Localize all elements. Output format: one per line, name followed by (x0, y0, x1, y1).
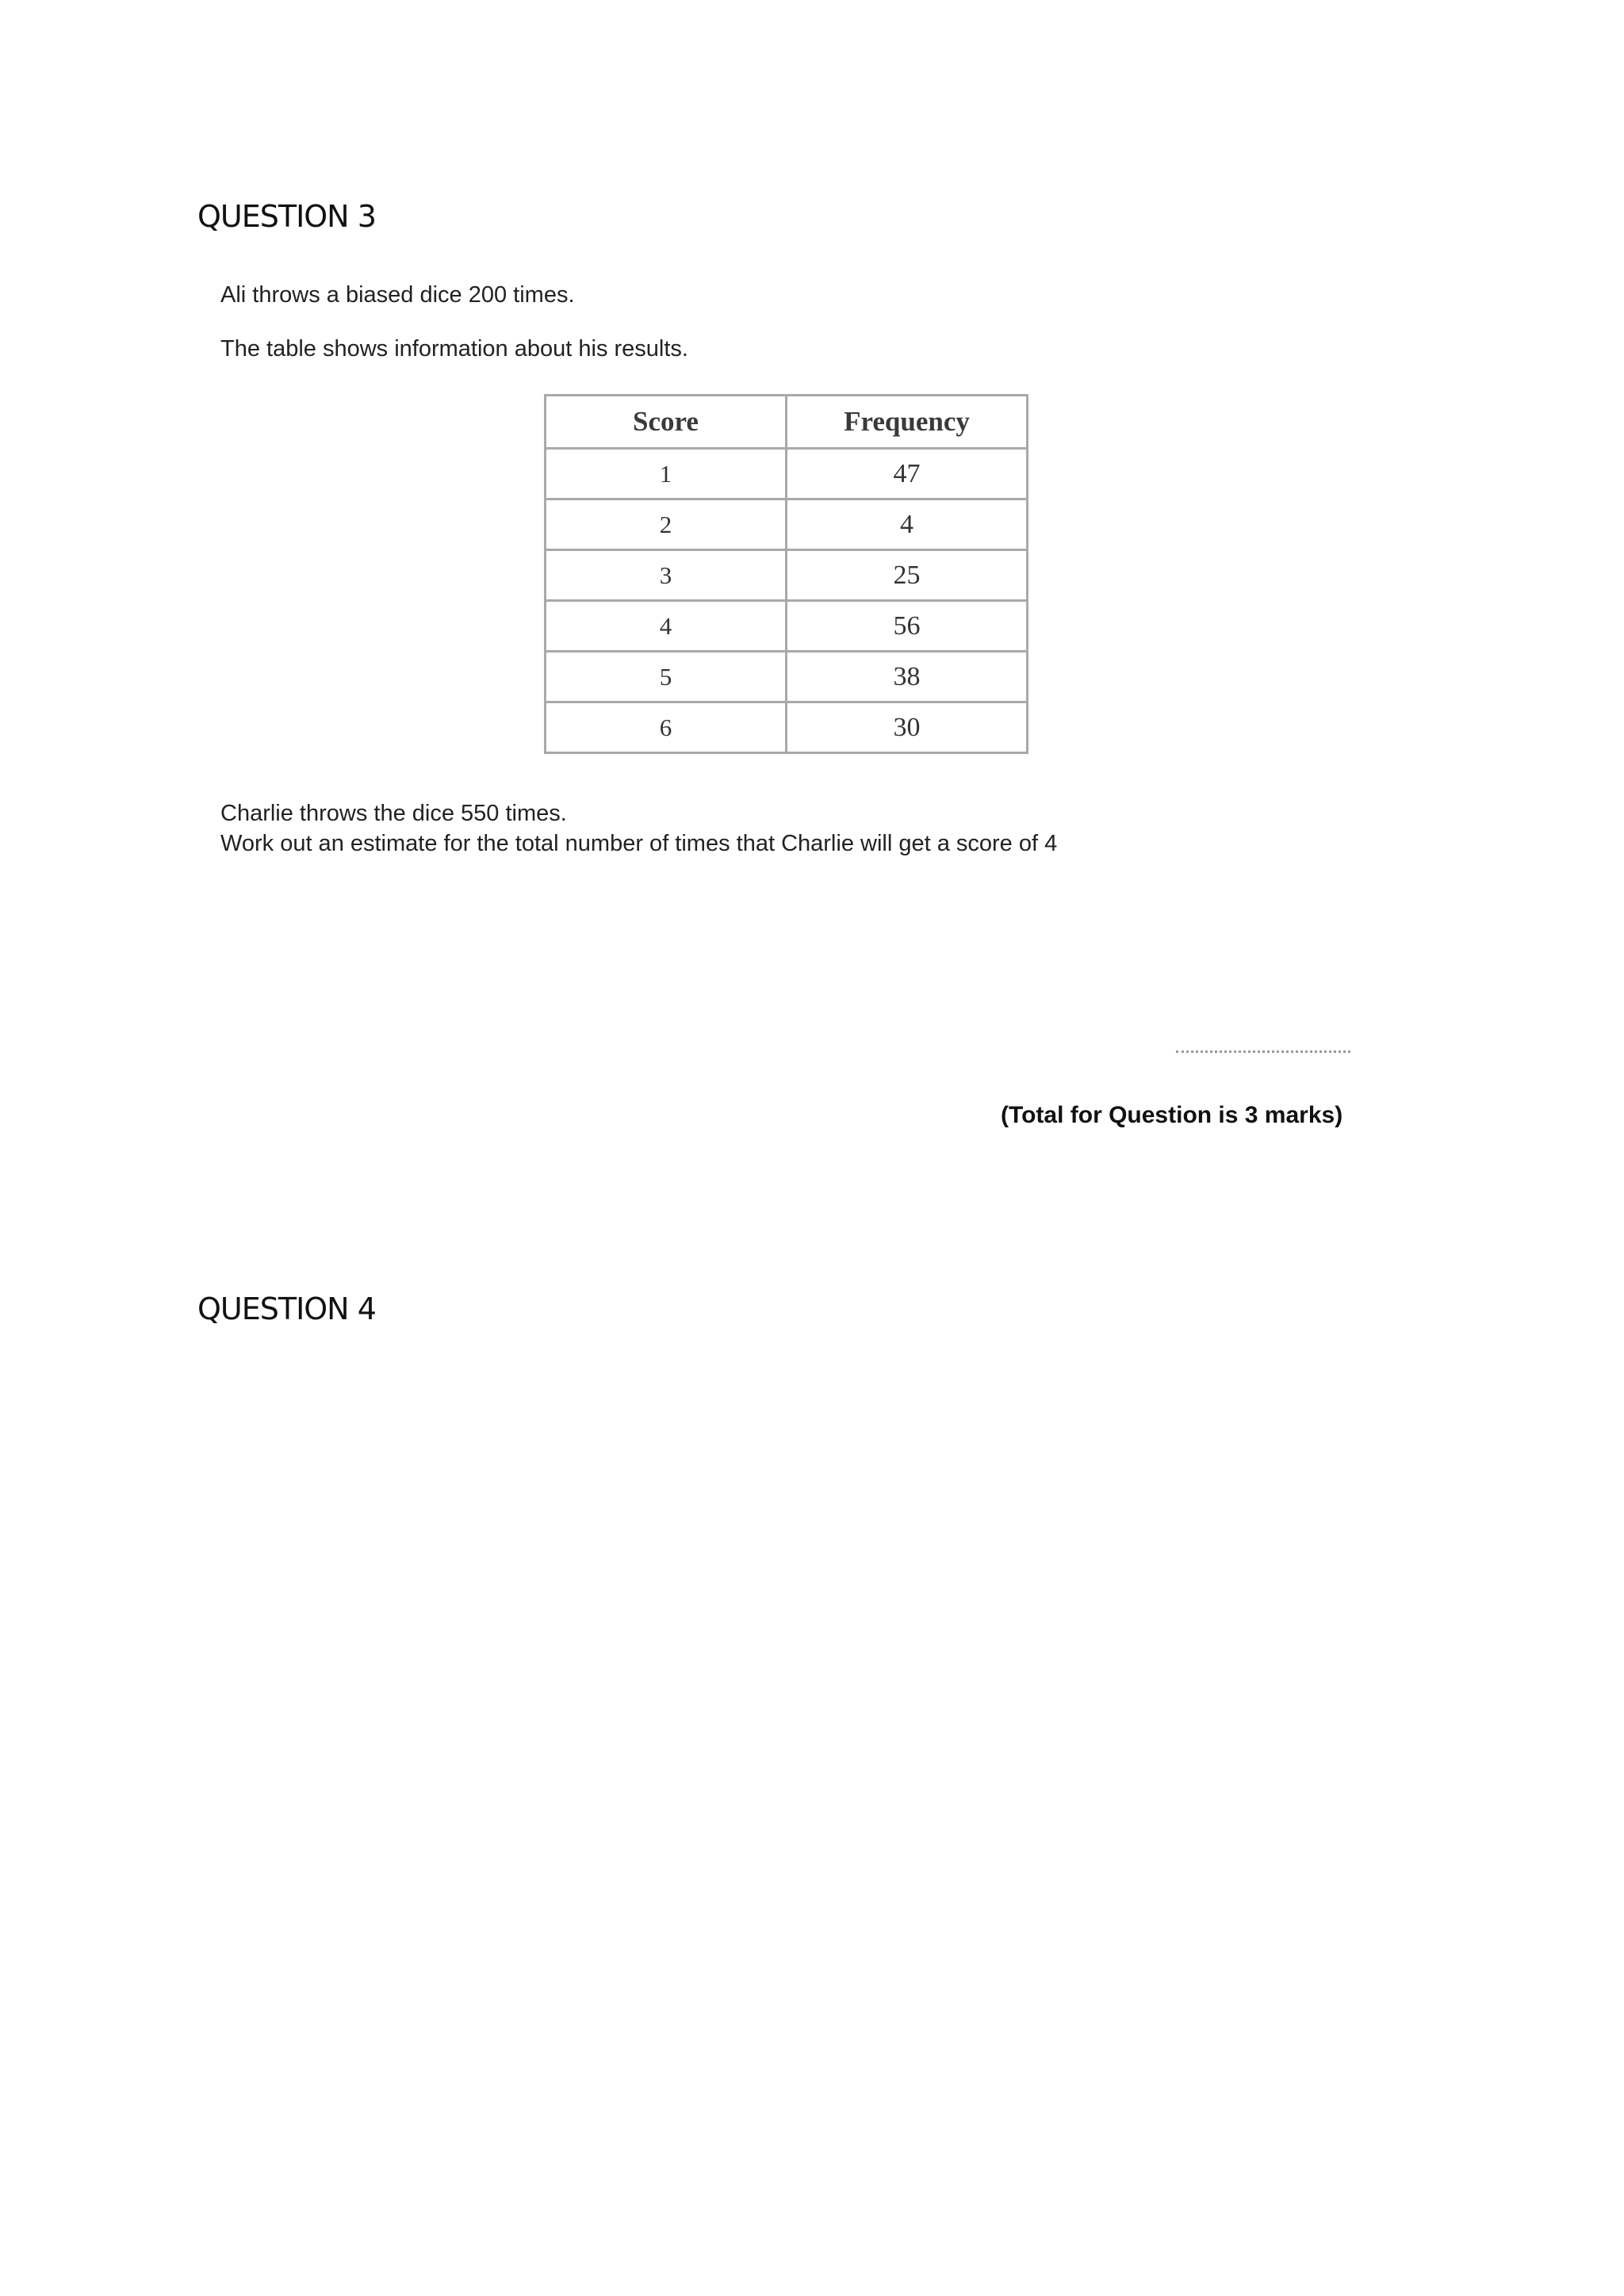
table-row (546, 499, 1028, 550)
table-row (546, 449, 1028, 499)
score-cell: 6 (546, 702, 787, 753)
question-3-table-description: The table shows information about his results. (220, 336, 688, 362)
question-3-heading: QUESTION 3 (197, 199, 376, 234)
question-3-followup-text: Charlie throws the dice 550 times. (220, 801, 567, 826)
score-cell: 4 (546, 601, 787, 652)
frequency-cell: 4 (787, 499, 1028, 550)
table-row (546, 601, 1028, 652)
table-header-row (546, 396, 1028, 449)
frequency-cell: 56 (787, 601, 1028, 652)
table-row (546, 550, 1028, 601)
answer-line[interactable] (1176, 1050, 1350, 1053)
table-row (546, 652, 1028, 702)
frequency-cell: 38 (787, 652, 1028, 702)
score-cell: 1 (546, 449, 787, 499)
frequency-cell: 25 (787, 550, 1028, 601)
frequency-cell: 47 (787, 449, 1028, 499)
table-row (546, 702, 1028, 753)
score-cell: 3 (546, 550, 787, 601)
question-4-heading: QUESTION 4 (197, 1292, 376, 1326)
frequency-column-header: Frequency (787, 396, 1028, 449)
score-column-header: Score (546, 396, 787, 449)
question-3-intro-text: Ali throws a biased dice 200 times. (220, 282, 575, 308)
total-marks-label: (Total for Question is 3 marks) (1001, 1102, 1343, 1128)
score-cell: 2 (546, 499, 787, 550)
question-3-task-text: Work out an estimate for the total number of times that Charlie will get a score of 4 (220, 831, 1058, 856)
score-cell: 5 (546, 652, 787, 702)
results-table (544, 394, 1028, 754)
frequency-cell: 30 (787, 702, 1028, 753)
